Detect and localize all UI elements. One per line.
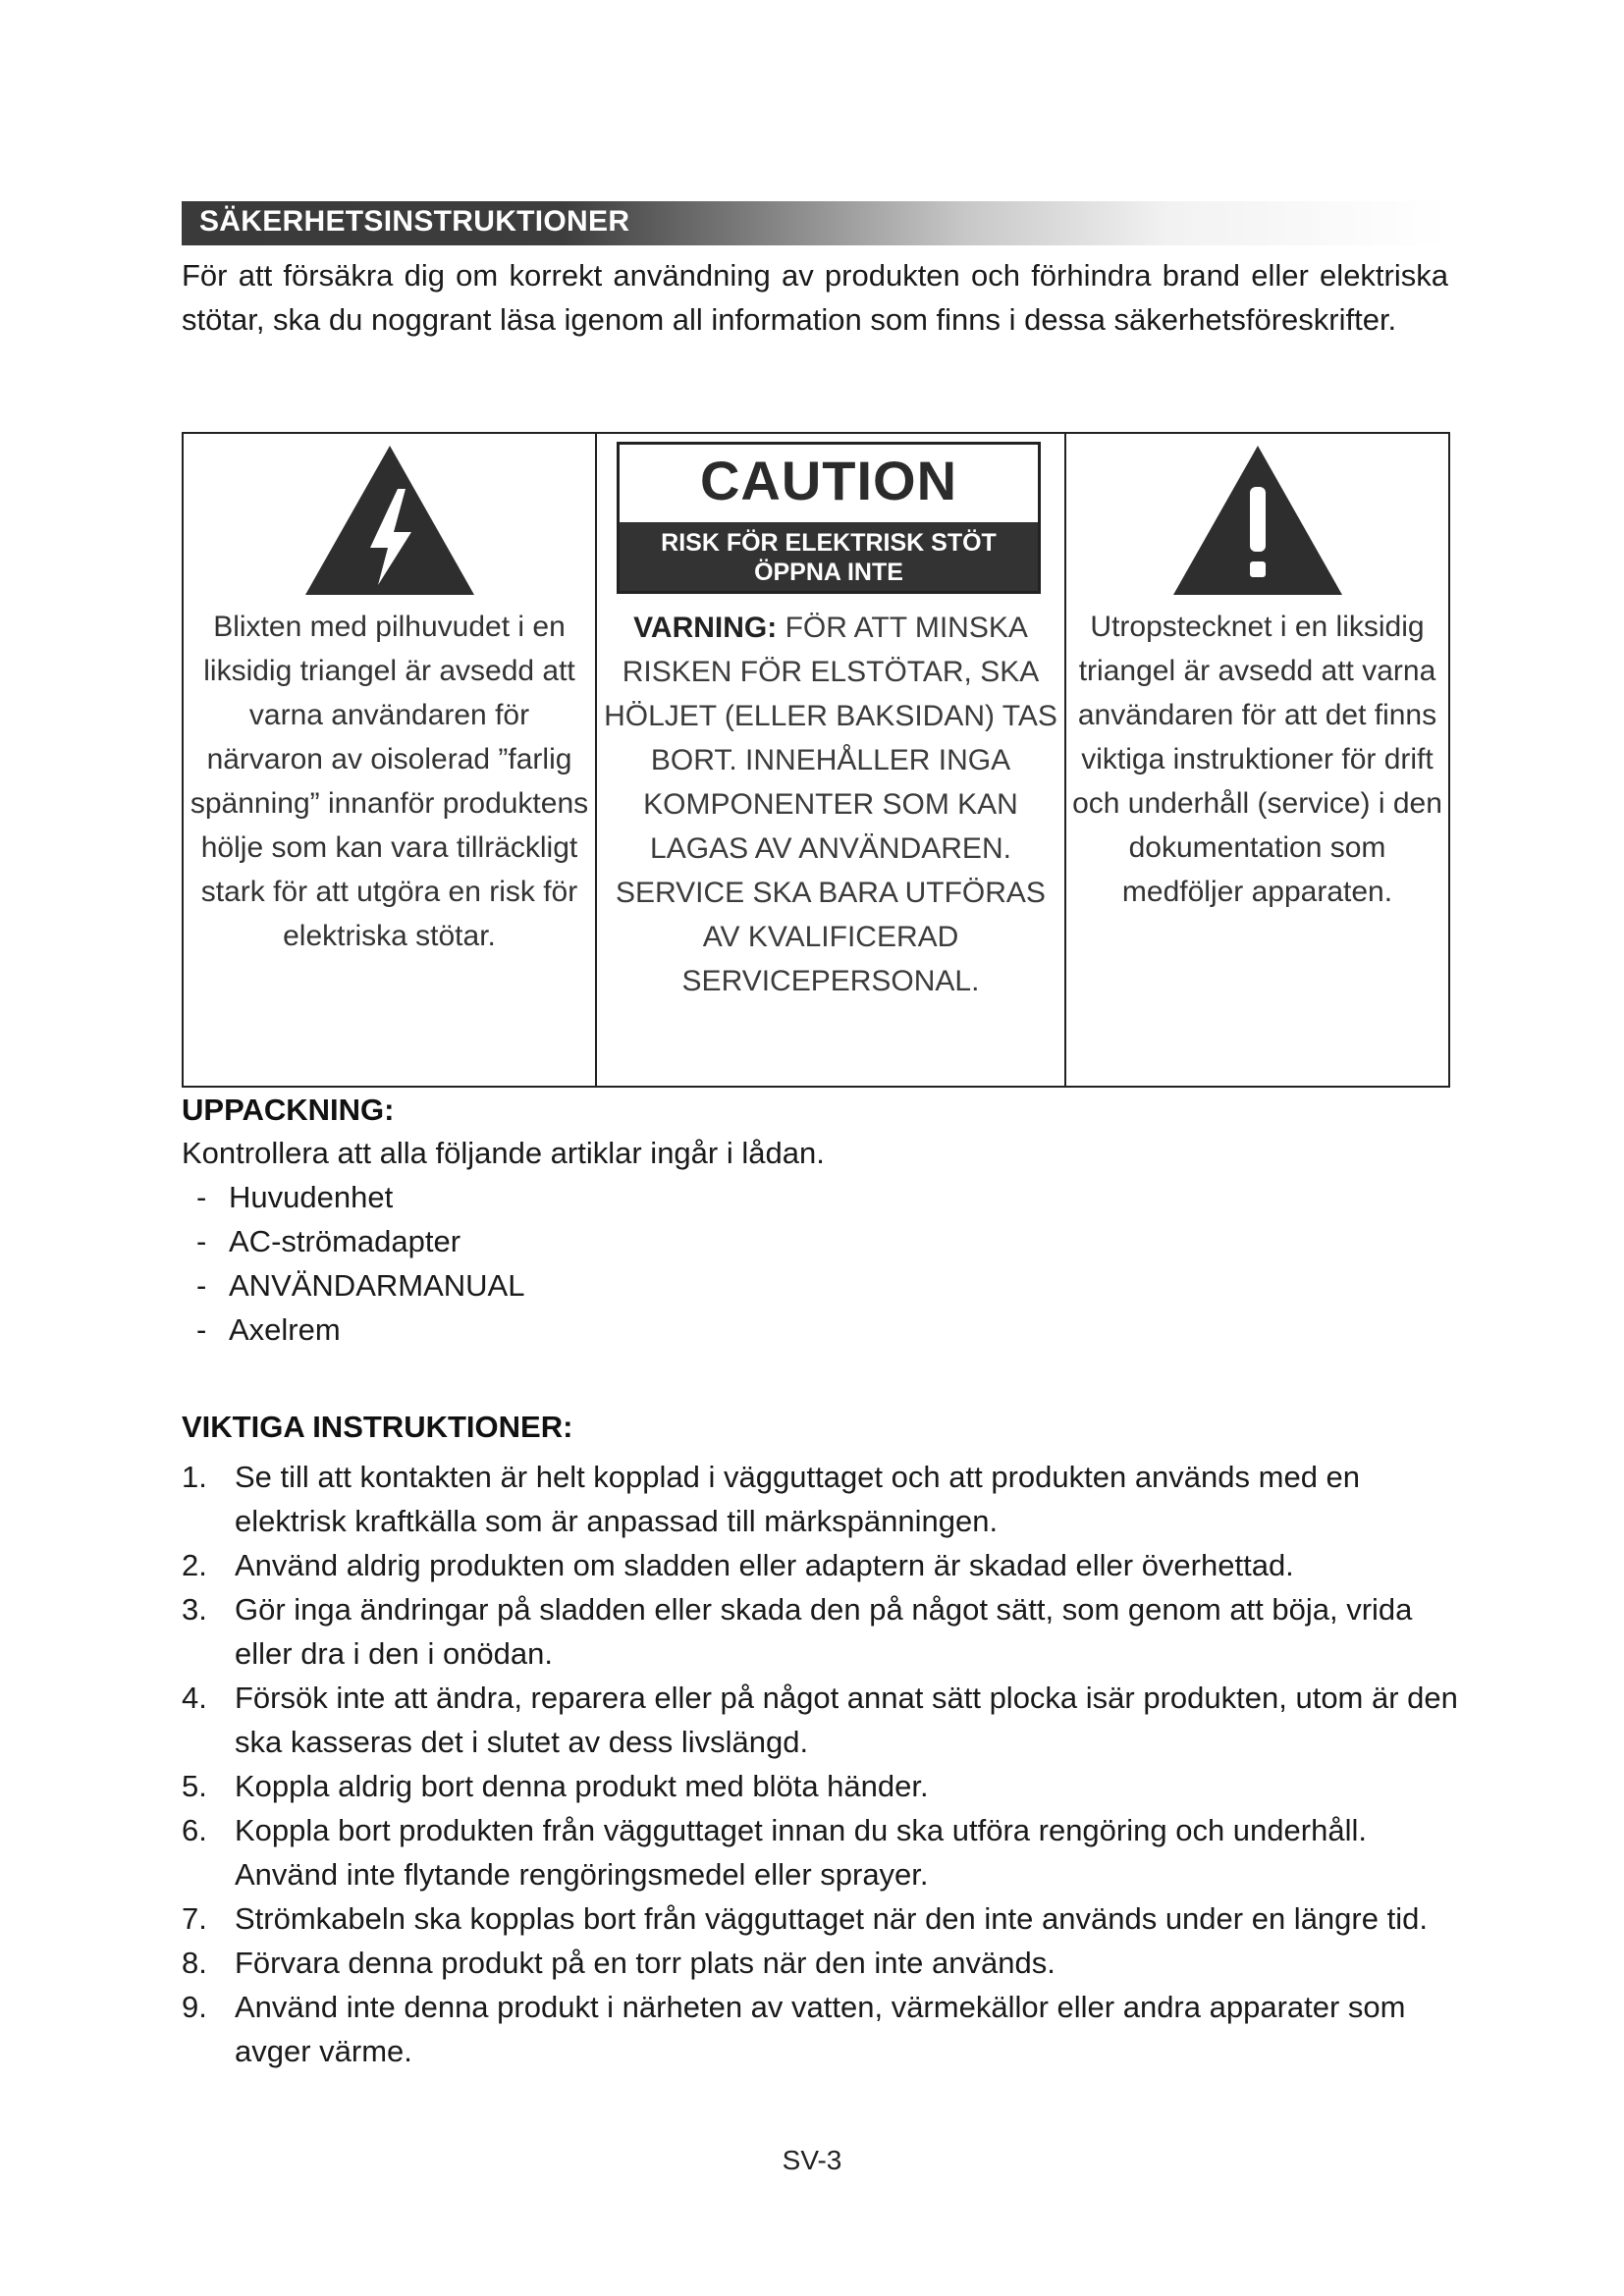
important-heading: VIKTIGA INSTRUKTIONER: — [182, 1410, 573, 1444]
lightning-triangle-icon — [301, 442, 478, 599]
list-item: 7. Strömkabeln ska kopplas bort från vägguttaget när den inte används under en längre tid. — [182, 1901, 1428, 1936]
caution-warning-text: FÖR ATT MINSKA RISKEN FÖR ELSTÖTAR, SKA HÖLJET (ELLER BAKSIDAN) TAS BORT. INNEHÅLLER INGA KOMPONENTER SOM KAN LAGAS AV ANVÄNDAREN. SERVICE SKA BARA UTFÖRAS AV KVALIFICERAD SERVICEPERSONAL. — [604, 612, 1057, 997]
list-item: 9. Använd inte denna produkt i närheten av vatten, värmekällor eller andra apparater som avger värme. — [182, 1990, 1406, 2068]
exclamation-triangle-icon — [1169, 442, 1346, 599]
list-item: 3. Gör inga ändringar på sladden eller skada den på något sätt, som genom att böja, vrida eller dra i den i onödan. — [182, 1592, 1413, 1671]
caution-warning-label: VARNING: — [633, 612, 778, 644]
page-number: SV-3 — [782, 2145, 842, 2175]
exclamation-description: Utropstecknet i en liksidig triangel är avsedd att varna användaren för att det finns viktiga instruktioner för drift och underhåll (service) i den dokumentation som medföljer apparaten. — [1072, 611, 1442, 908]
list-item: 2. Använd aldrig produkten om sladden eller adaptern är skadad eller överhettad. — [182, 1548, 1294, 1582]
caution-line-2: ÖPPNA INTE — [754, 559, 903, 586]
lightning-description: Blixten med pilhuvudet i en liksidig triangel är avsedd att varna användaren för närvaron av oisolerad ”farlig spänning” innanför produktens hölje som kan vara tillräckligt stark för att utgöra en risk för elektriska stötar. — [189, 611, 589, 952]
list-item: 1. Se till att kontakten är helt kopplad i vägguttaget och att produkten används med en elektrisk kraftkälla som är anpassad till märkspänningen. — [182, 1460, 1361, 1538]
caution-label — [617, 442, 1041, 594]
list-item: - ANVÄNDARMANUAL — [196, 1268, 525, 1303]
list-item: - Axelrem — [196, 1312, 341, 1347]
caution-band — [620, 522, 1038, 591]
warning-cell-lightning — [184, 434, 597, 1086]
unpacking-heading: UPPACKNING: — [182, 1093, 395, 1127]
warning-cell-exclamation — [1066, 434, 1448, 1086]
caution-line-1: RISK FÖR ELEKTRISK STÖT — [661, 529, 997, 557]
caution-description — [601, 606, 1060, 1003]
list-item: 6. Koppla bort produkten från vägguttaget innan du ska utföra rengöring och underhåll. Använd inte flytande rengöringsmedel eller sprayer. — [182, 1813, 1367, 1892]
list-item: 8. Förvara denna produkt på en torr plats när den inte används. — [182, 1946, 1056, 1980]
list-item: - AC-strömadapter — [196, 1224, 461, 1258]
important-list — [182, 1455, 1458, 2073]
warning-table — [182, 432, 1450, 1088]
unpacking-intro: Kontrollera att alla följande artiklar ingår i lådan. — [182, 1136, 825, 1170]
list-item: 4. Försök inte att ändra, reparera eller på något annat sätt plocka isär produkten, utom är den ska kasseras det i slutet av dess livslängd. — [182, 1681, 1458, 1759]
intro-paragraph: För att försäkra dig om korrekt användning av produkten och förhindra brand eller elektriska stötar, ska du noggrant läsa igenom all information som finns i dessa säkerhetsföreskrifter. — [182, 258, 1448, 337]
section-title: SÄKERHETSINSTRUKTIONER — [199, 205, 630, 238]
section-title-bar — [182, 201, 1448, 245]
caution-word: CAUTION — [699, 450, 958, 511]
warning-cell-caution — [597, 434, 1066, 1086]
list-item: 5. Koppla aldrig bort denna produkt med blöta händer. — [182, 1769, 929, 1803]
unpacking-list — [196, 1175, 524, 1352]
list-item: - Huvudenhet — [196, 1180, 394, 1214]
